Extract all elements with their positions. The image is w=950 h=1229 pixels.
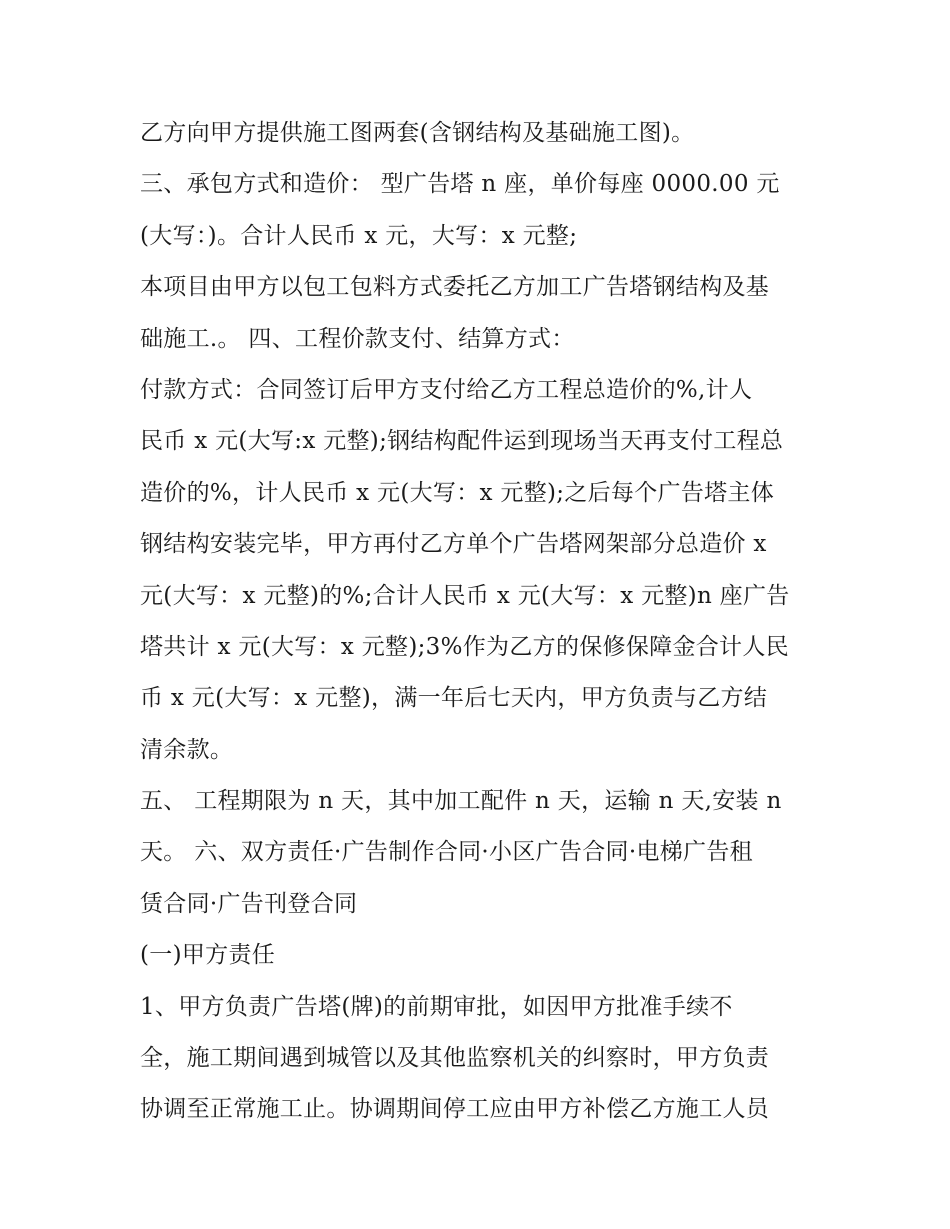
text-line: 清余款。 — [140, 736, 234, 763]
text-line: 币 x 元(大写：x 元整)，满一年后七天内，甲方负责与乙方结 — [140, 685, 768, 712]
text-line: 三、承包方式和造价： 型广告塔 n 座，单价每座 0000.00 元 — [140, 171, 780, 198]
text-line: 钢结构安装完毕，甲方再付乙方单个广告塔网架部分总造价 x — [140, 531, 767, 558]
text-line: 乙方向甲方提供施工图两套(含钢结构及基础施工图)。 — [140, 120, 695, 146]
text-line: (大写：)。合计人民币 x 元，大写：x 元整; — [140, 222, 578, 249]
text-line: 付款方式：合同签订后甲方支付给乙方工程总造价的%,计人 — [140, 376, 753, 403]
text-line: 民币 x 元(大写:x 元整);钢结构配件运到现场当天再支付工程总 — [140, 428, 784, 455]
text-line: 天。 六、双方责任·广告制作合同·小区广告合同·电梯广告租 — [140, 839, 753, 866]
text-line: 全，施工期间遇到城管以及其他监察机关的纠察时，甲方负责 — [140, 1045, 770, 1072]
text-line: 塔共计 x 元(大写：x 元整);3%作为乙方的保修保障金合计人民 — [140, 633, 789, 660]
text-line: 本项目由甲方以包工包料方式委托乙方加工广告塔钢结构及基 — [140, 274, 770, 301]
text-line: 础施工.。 四、工程价款支付、结算方式： — [140, 325, 575, 352]
text-line: 协调至正常施工止。协调期间停工应由甲方补偿乙方施工人员 — [140, 1096, 770, 1123]
text-line: 五、 工程期限为 n 天，其中加工配件 n 天，运输 n 天,安装 n — [140, 788, 782, 815]
text-line: 1、甲方负责广告塔(牌)的前期审批，如因甲方批准手续不 — [140, 993, 733, 1020]
text-line: 赁合同·广告刊登合同 — [140, 890, 358, 917]
text-line: (一)甲方责任 — [140, 942, 276, 969]
text-line: 元(大写：x 元整)的%;合计人民币 x 元(大写：x 元整)n 座广告 — [140, 582, 790, 609]
text-line: 造价的%，计人民币 x 元(大写：x 元整);之后每个广告塔主体 — [140, 479, 775, 506]
document-body — [140, 108, 830, 1136]
